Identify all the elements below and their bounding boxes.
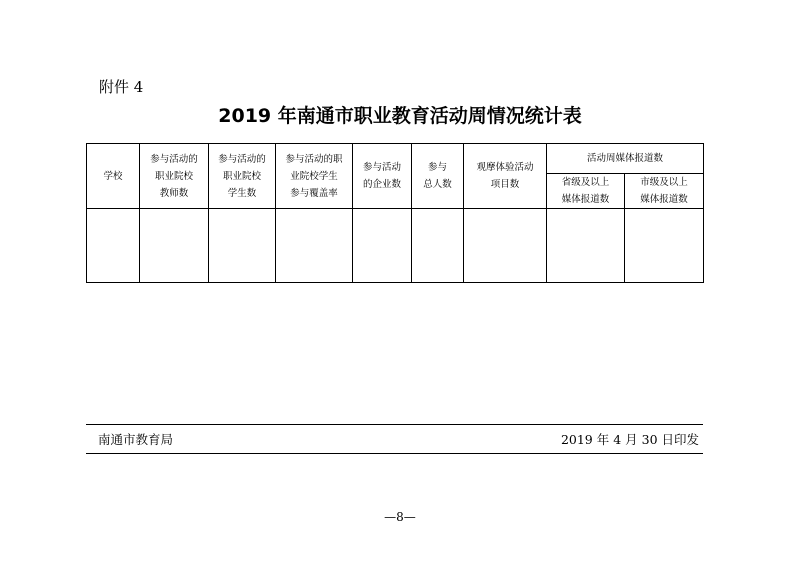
publish-date: 2019 年 4 月 30 日印发: [560, 432, 699, 447]
table-cell: [209, 209, 276, 283]
header-media-provincial: 省级及以上 媒体报道数: [547, 174, 625, 209]
footer-top-rule: [86, 424, 703, 425]
header-school: 学校: [87, 144, 140, 209]
table-cell: [87, 209, 140, 283]
table-cell: [276, 209, 353, 283]
header-media-group: 活动周媒体报道数: [547, 144, 704, 174]
table-cell: [353, 209, 412, 283]
page-title: 2019 年南通市职业教育活动周情况统计表: [218, 105, 582, 127]
statistics-table: [86, 143, 704, 283]
table-cell: [140, 209, 209, 283]
page-number: —8—: [384, 510, 416, 524]
table-cell: [412, 209, 464, 283]
header-media-city: 市级及以上 媒体报道数: [625, 174, 704, 209]
header-participants: 参与 总人数: [412, 144, 464, 209]
header-coverage: 参与活动的职 业院校学生 参与覆盖率: [276, 144, 353, 209]
footer-bottom-rule: [86, 453, 703, 454]
header-students: 参与活动的 职业院校 学生数: [209, 144, 276, 209]
attachment-label: 附件 4: [99, 78, 144, 96]
header-projects: 观摩体验活动 项目数: [464, 144, 547, 209]
table-header-row: [87, 144, 704, 174]
header-enterprises: 参与活动 的企业数: [353, 144, 412, 209]
table-row: [87, 209, 704, 283]
publisher-name: 南通市教育局: [98, 432, 174, 447]
header-teachers: 参与活动的 职业院校 教师数: [140, 144, 209, 209]
table-cell: [547, 209, 625, 283]
table-cell: [464, 209, 547, 283]
table-cell: [625, 209, 704, 283]
